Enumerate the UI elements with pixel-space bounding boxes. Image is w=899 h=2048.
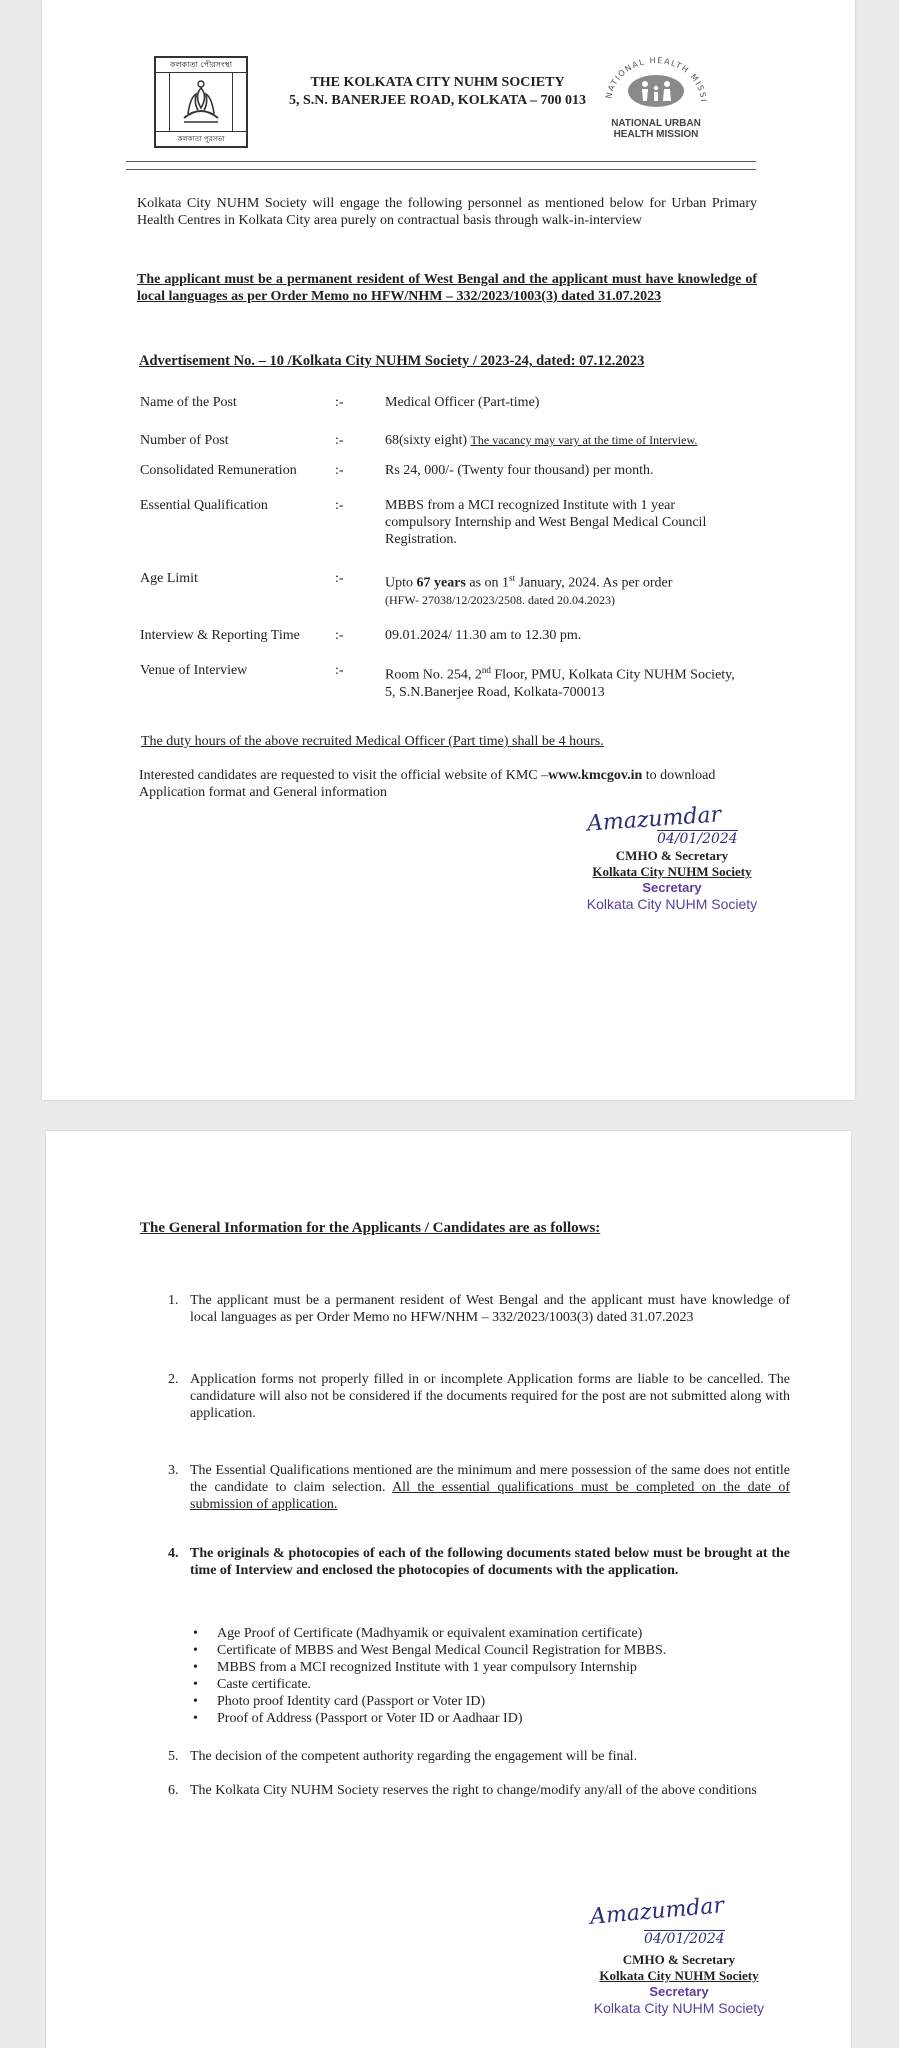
venue-text-a: Room No. 254, 2: [385, 667, 482, 683]
item-number: 5.: [168, 1749, 179, 1764]
detail-label: Consolidated Remuneration: [140, 463, 297, 478]
document-item: • Certificate of MBBS and West Bengal Medical Council Registration for MBBS.: [193, 1642, 666, 1659]
emblem-crest-icon: [174, 74, 228, 128]
org-name: THE KOLKATA CITY NUHM SOCIETY: [310, 75, 565, 90]
vacancy-note: The vacancy may vary at the time of Interview.: [470, 433, 698, 447]
general-info-heading: The General Information for the Applicants / Candidates are as follows:: [140, 1220, 601, 1236]
age-text-c: as on 1: [465, 575, 510, 591]
item-number: 3.: [168, 1463, 179, 1478]
item-number: 1.: [168, 1293, 179, 1308]
kmc-emblem-logo: [154, 56, 248, 148]
stamp-org: Kolkata City NUHM Society: [593, 2000, 765, 2016]
website-link[interactable]: www.kmcgov.in: [548, 768, 643, 783]
document-item: • Photo proof Identity card (Passport or Voter ID): [193, 1693, 666, 1710]
item-text: The Essential Qualifications mentioned are the minimum and mere possession of the same does not entitle the candidate to claim selection.: [190, 1463, 790, 1495]
emblem-bottom-text: কলকাতা পুরসভা: [156, 131, 246, 146]
document-item: • MBBS from a MCI recognized Institute with 1 year compulsory Internship: [193, 1659, 666, 1676]
list-item: [168, 1748, 790, 1765]
nuhm-line-1: NATIONAL URBAN: [611, 118, 701, 129]
list-item: [168, 1462, 790, 1513]
detail-separator: :-: [335, 433, 344, 448]
nuhm-logo: [597, 57, 715, 139]
emblem-left-column: [156, 72, 170, 132]
detail-value: MBBS from a MCI recognized Institute with 1 year compulsory Internship and West Bengal Medical Council Registration.: [385, 498, 707, 547]
venue-sup: nd: [481, 665, 491, 675]
document-item: • Proof of Address (Passport or Voter ID or Aadhaar ID): [193, 1710, 666, 1727]
signature-block-2: [564, 1893, 794, 2016]
header-rule-bottom: [126, 169, 756, 170]
item-text: The applicant must be a permanent resident of West Bengal and the applicant must have knowledge of local languages as per Order Memo no HFW/NHM – 332/2023/1003(3) dated 31.07.2023: [190, 1293, 790, 1325]
item-text: Application forms not properly filled in or incomplete Application forms are liable to be cancelled. The candidature will also not be considered if the documents required for the post are not submitted along with application.: [190, 1372, 790, 1421]
signatory-org: Kolkata City NUHM Society: [599, 1968, 759, 1983]
website-text-b: to download Application format and General information: [139, 768, 716, 800]
signatory-title: CMHO & Secretary: [622, 1952, 736, 1967]
detail-label: Essential Qualification: [140, 498, 268, 513]
item-number: 2.: [168, 1372, 179, 1387]
list-item: [168, 1371, 790, 1422]
org-address: 5, S.N. BANERJEE ROAD, KOLKATA – 700 013: [289, 93, 587, 108]
detail-separator: :-: [335, 628, 344, 643]
nuhm-family-icon: [597, 57, 715, 113]
item-underlined-text: All the essential qualifications must be completed on the date of submission of application.: [190, 1480, 790, 1512]
detail-label: Interview & Reporting Time: [140, 628, 300, 643]
intro-paragraph: Kolkata City NUHM Society will engage the following personnel as mentioned below for Urban Primary Health Centres in Kolkata City area purely on contractual basis through walk-in-interview: [137, 196, 757, 228]
emblem-top-text: কলকাতা পৌরসংস্থা: [156, 58, 246, 73]
nuhm-arc-text: NATIONAL HEALTH MISSI: [604, 57, 709, 104]
detail-value: 09.01.2024/ 11.30 am to 12.30 pm.: [385, 628, 582, 643]
age-years: 67 years: [416, 575, 466, 591]
list-item: [168, 1292, 790, 1326]
detail-separator: :-: [335, 463, 344, 478]
handwritten-signature: Amazumdar 04/01/2024: [589, 1893, 725, 1947]
detail-separator: :-: [335, 571, 344, 586]
signatory-org: Kolkata City NUHM Society: [592, 864, 752, 879]
list-item: [168, 1782, 790, 1799]
website-text-a: Interested candidates are requested to visit the official website of KMC –: [139, 768, 549, 783]
eligibility-notice: The applicant must be a permanent resident of West Bengal and the applicant must have knowledge of local languages as per Order Memo no HFW/NHM – 332/2023/1003(3) dated 31.07.2023: [137, 272, 757, 304]
age-text-d: January, 2024. As per order: [515, 575, 673, 591]
item-text: The Kolkata City NUHM Society reserves the right to change/modify any/all of the above conditions: [190, 1783, 757, 1798]
detail-value: 68(sixty eight): [385, 433, 468, 448]
list-item: [168, 1545, 790, 1579]
item-number: 4.: [168, 1546, 179, 1561]
item-text: The decision of the competent authority regarding the engagement will be final.: [190, 1749, 638, 1764]
emblem-right-column: [232, 72, 246, 132]
detail-value: Medical Officer (Part-time): [385, 395, 540, 410]
documents-list: [193, 1625, 666, 1727]
letterhead-title: [289, 74, 586, 110]
signatory-title: CMHO & Secretary: [615, 848, 729, 863]
handwritten-signature: Amazumdar 04/01/2024: [586, 802, 738, 847]
website-notice: [139, 767, 769, 801]
signature-date: 04/01/2024: [657, 831, 738, 847]
stamp-title: Secretary: [649, 1984, 709, 1999]
signature-block-1: [557, 802, 787, 912]
nuhm-line-2: HEALTH MISSION: [613, 129, 699, 140]
item-number: 6.: [168, 1783, 179, 1798]
detail-label: Number of Post: [140, 433, 229, 448]
detail-label: Venue of Interview: [140, 663, 248, 678]
document-item: • Caste certificate.: [193, 1676, 666, 1693]
detail-label: Age Limit: [140, 571, 198, 586]
header-rule-top: [126, 161, 756, 162]
age-sup: st: [509, 573, 516, 583]
document-item: • Age Proof of Certificate (Madhyamik or equivalent examination certificate): [193, 1625, 666, 1642]
detail-separator: :-: [335, 395, 344, 410]
detail-label: Name of the Post: [140, 395, 237, 410]
document-page-1: [42, 0, 855, 1100]
item-text: The originals & photocopies of each of the following documents stated below must be brought at the time of Interview and enclosed the photocopies of documents with the application.: [190, 1546, 790, 1578]
detail-separator: :-: [335, 663, 344, 678]
detail-separator: :-: [335, 498, 344, 513]
advertisement-number: Advertisement No. – 10 /Kolkata City NUHM Society / 2023-24, dated: 07.12.2023: [139, 353, 645, 369]
venue-text-b: Floor, PMU, Kolkata City NUHM Society, 5, S.N.Banerjee Road, Kolkata-700013: [385, 667, 735, 700]
age-text-a: Upto: [385, 575, 417, 591]
detail-value: Rs 24, 000/- (Twenty four thousand) per month.: [385, 463, 654, 478]
stamp-org: Kolkata City NUHM Society: [586, 896, 758, 912]
age-order-ref: (HFW- 27038/12/2023/2508. dated 20.04.2023): [385, 592, 615, 607]
stamp-title: Secretary: [642, 880, 702, 895]
duty-hours-notice: The duty hours of the above recruited Medical Officer (Part time) shall be 4 hours.: [141, 734, 604, 749]
signature-date: 04/01/2024: [644, 1931, 725, 1947]
